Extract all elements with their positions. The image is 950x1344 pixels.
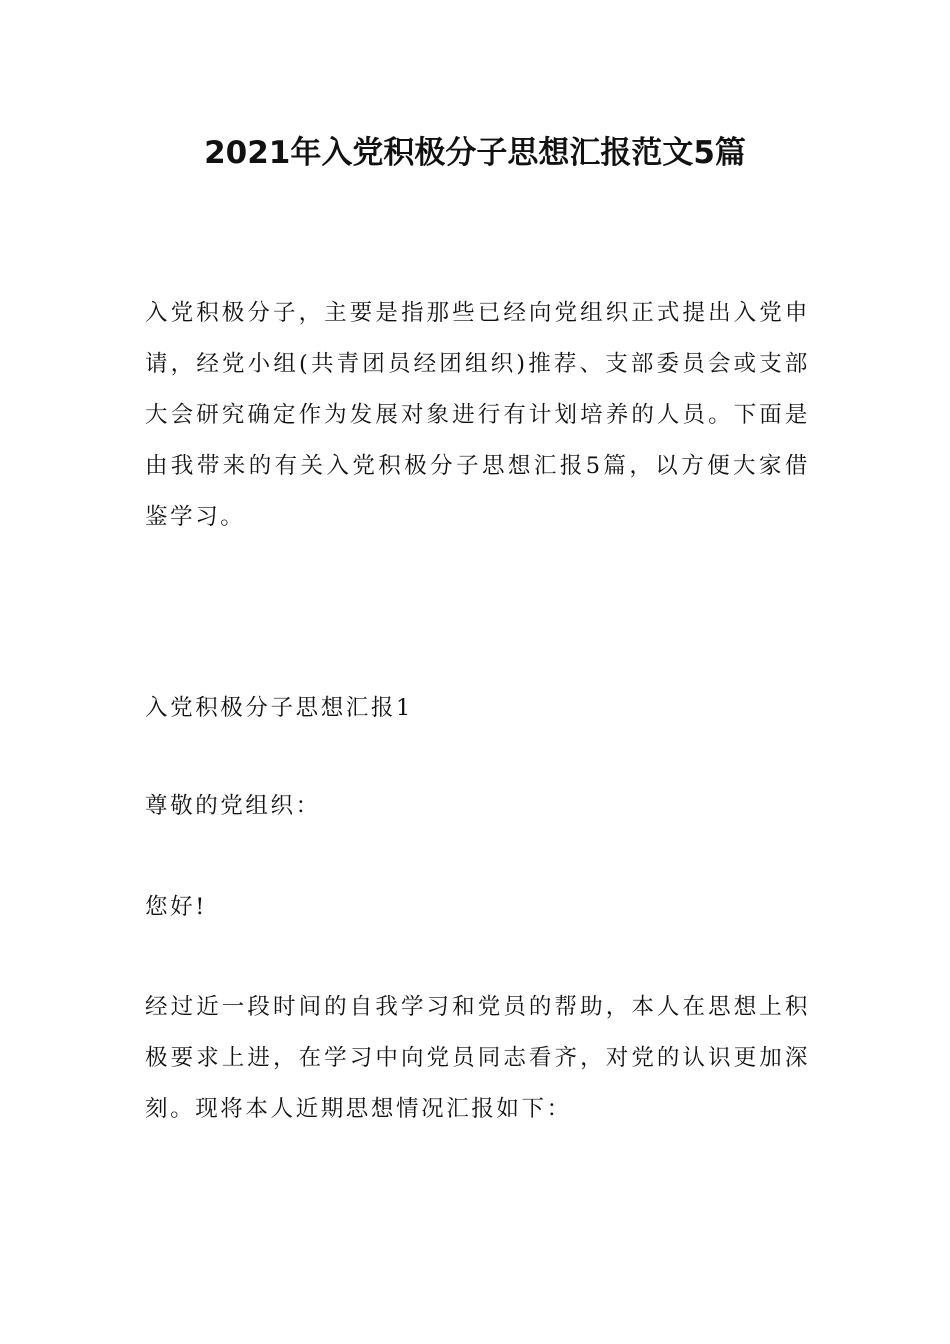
body-paragraph: 经过近一段时间的自我学习和党员的帮助，本人在思想上积极要求上进，在学习中向党员同志看齐，对党的认识更加深刻。现将本人近期思想情况汇报如下： xyxy=(145,994,810,1122)
intro-paragraph: 入党积极分子，主要是指那些已经向党组织正式提出入党申请，经党小组(共青团员经团组织)推荐、支部委员会或支部大会研究确定作为发展对象进行有计划培养的人员。下面是由我带来的有关入党积极分子思想汇报5篇，以方便大家借鉴学习。 xyxy=(145,300,810,530)
document-title: 2021年入党积极分子思想汇报范文5篇 xyxy=(204,135,746,171)
greeting: 您好! xyxy=(145,894,207,920)
section-heading: 入党积极分子思想汇报1 xyxy=(145,695,413,721)
salutation: 尊敬的党组织： xyxy=(145,793,321,819)
